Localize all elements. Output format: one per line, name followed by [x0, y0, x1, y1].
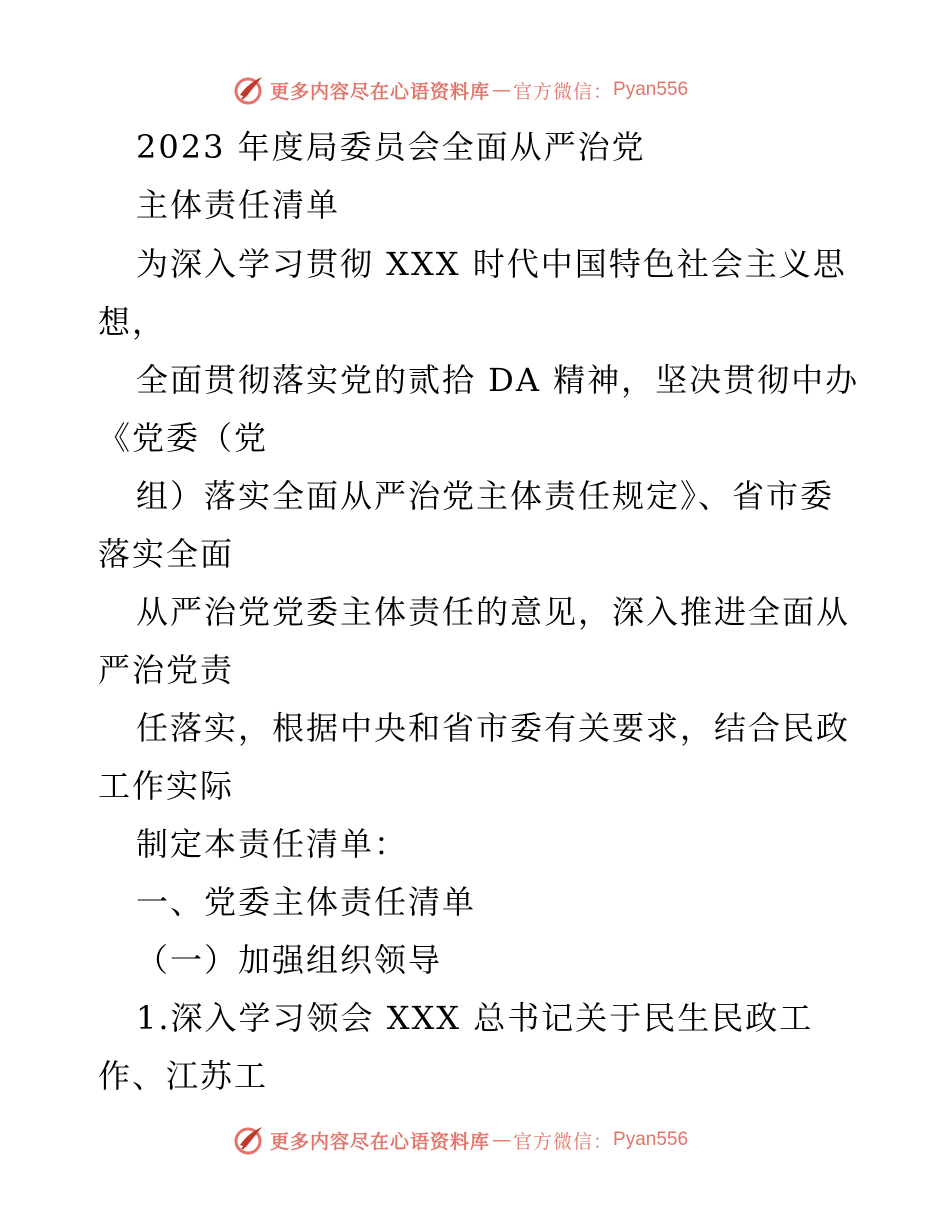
subsection-heading: （一）加强组织领导 [136, 941, 443, 979]
section-heading: 一、党委主体责任清单 [136, 883, 477, 921]
watermark-wechat-label: 官方微信： [513, 80, 614, 103]
list-item-line: 1.深入学习领会 XXX 总书记关于民生民政工 [136, 999, 814, 1037]
header-watermark [232, 72, 688, 108]
paragraph-line: 从严治党党委主体责任的意见，深入推进全面从 [136, 593, 851, 631]
paragraph-line: 严治党责 [98, 651, 235, 689]
list-item-line: 作、江苏工 [98, 1057, 269, 1095]
document-title: 2023 年度局委员会全面从严治党 [136, 128, 646, 166]
watermark-separator: — [492, 1129, 512, 1151]
paragraph-line: 为深入学习贯彻 XXX 时代中国特色社会主义思 [136, 245, 847, 283]
paragraph-line: 任落实，根据中央和省市委有关要求，结合民政 [136, 709, 851, 747]
document-subtitle: 主体责任清单 [136, 186, 341, 224]
paragraph-line: 组）落实全面从严治党主体责任规定》、省市委 [136, 477, 835, 515]
watermark-text: 更多内容尽在心语资料库 [270, 80, 491, 103]
quill-seal-icon [232, 1123, 266, 1157]
paragraph-line: 落实全面 [98, 535, 235, 573]
watermark-wechat-id: Pyan556 [613, 1129, 689, 1150]
quill-seal-icon [232, 73, 266, 107]
watermark-separator: — [492, 79, 512, 101]
watermark-wechat-id: Pyan556 [613, 79, 689, 100]
paragraph-line: 《党委（党 [98, 419, 269, 457]
watermark-wechat-label: 官方微信： [513, 1130, 614, 1153]
watermark-text: 更多内容尽在心语资料库 [270, 1130, 491, 1153]
paragraph-line: 制定本责任清单： [136, 825, 409, 863]
paragraph-line: 想， [98, 303, 167, 341]
footer-watermark [232, 1122, 688, 1158]
paragraph-line: 全面贯彻落实党的贰拾 DA 精神，坚决贯彻中办 [136, 361, 860, 399]
paragraph-line: 工作实际 [98, 767, 235, 805]
